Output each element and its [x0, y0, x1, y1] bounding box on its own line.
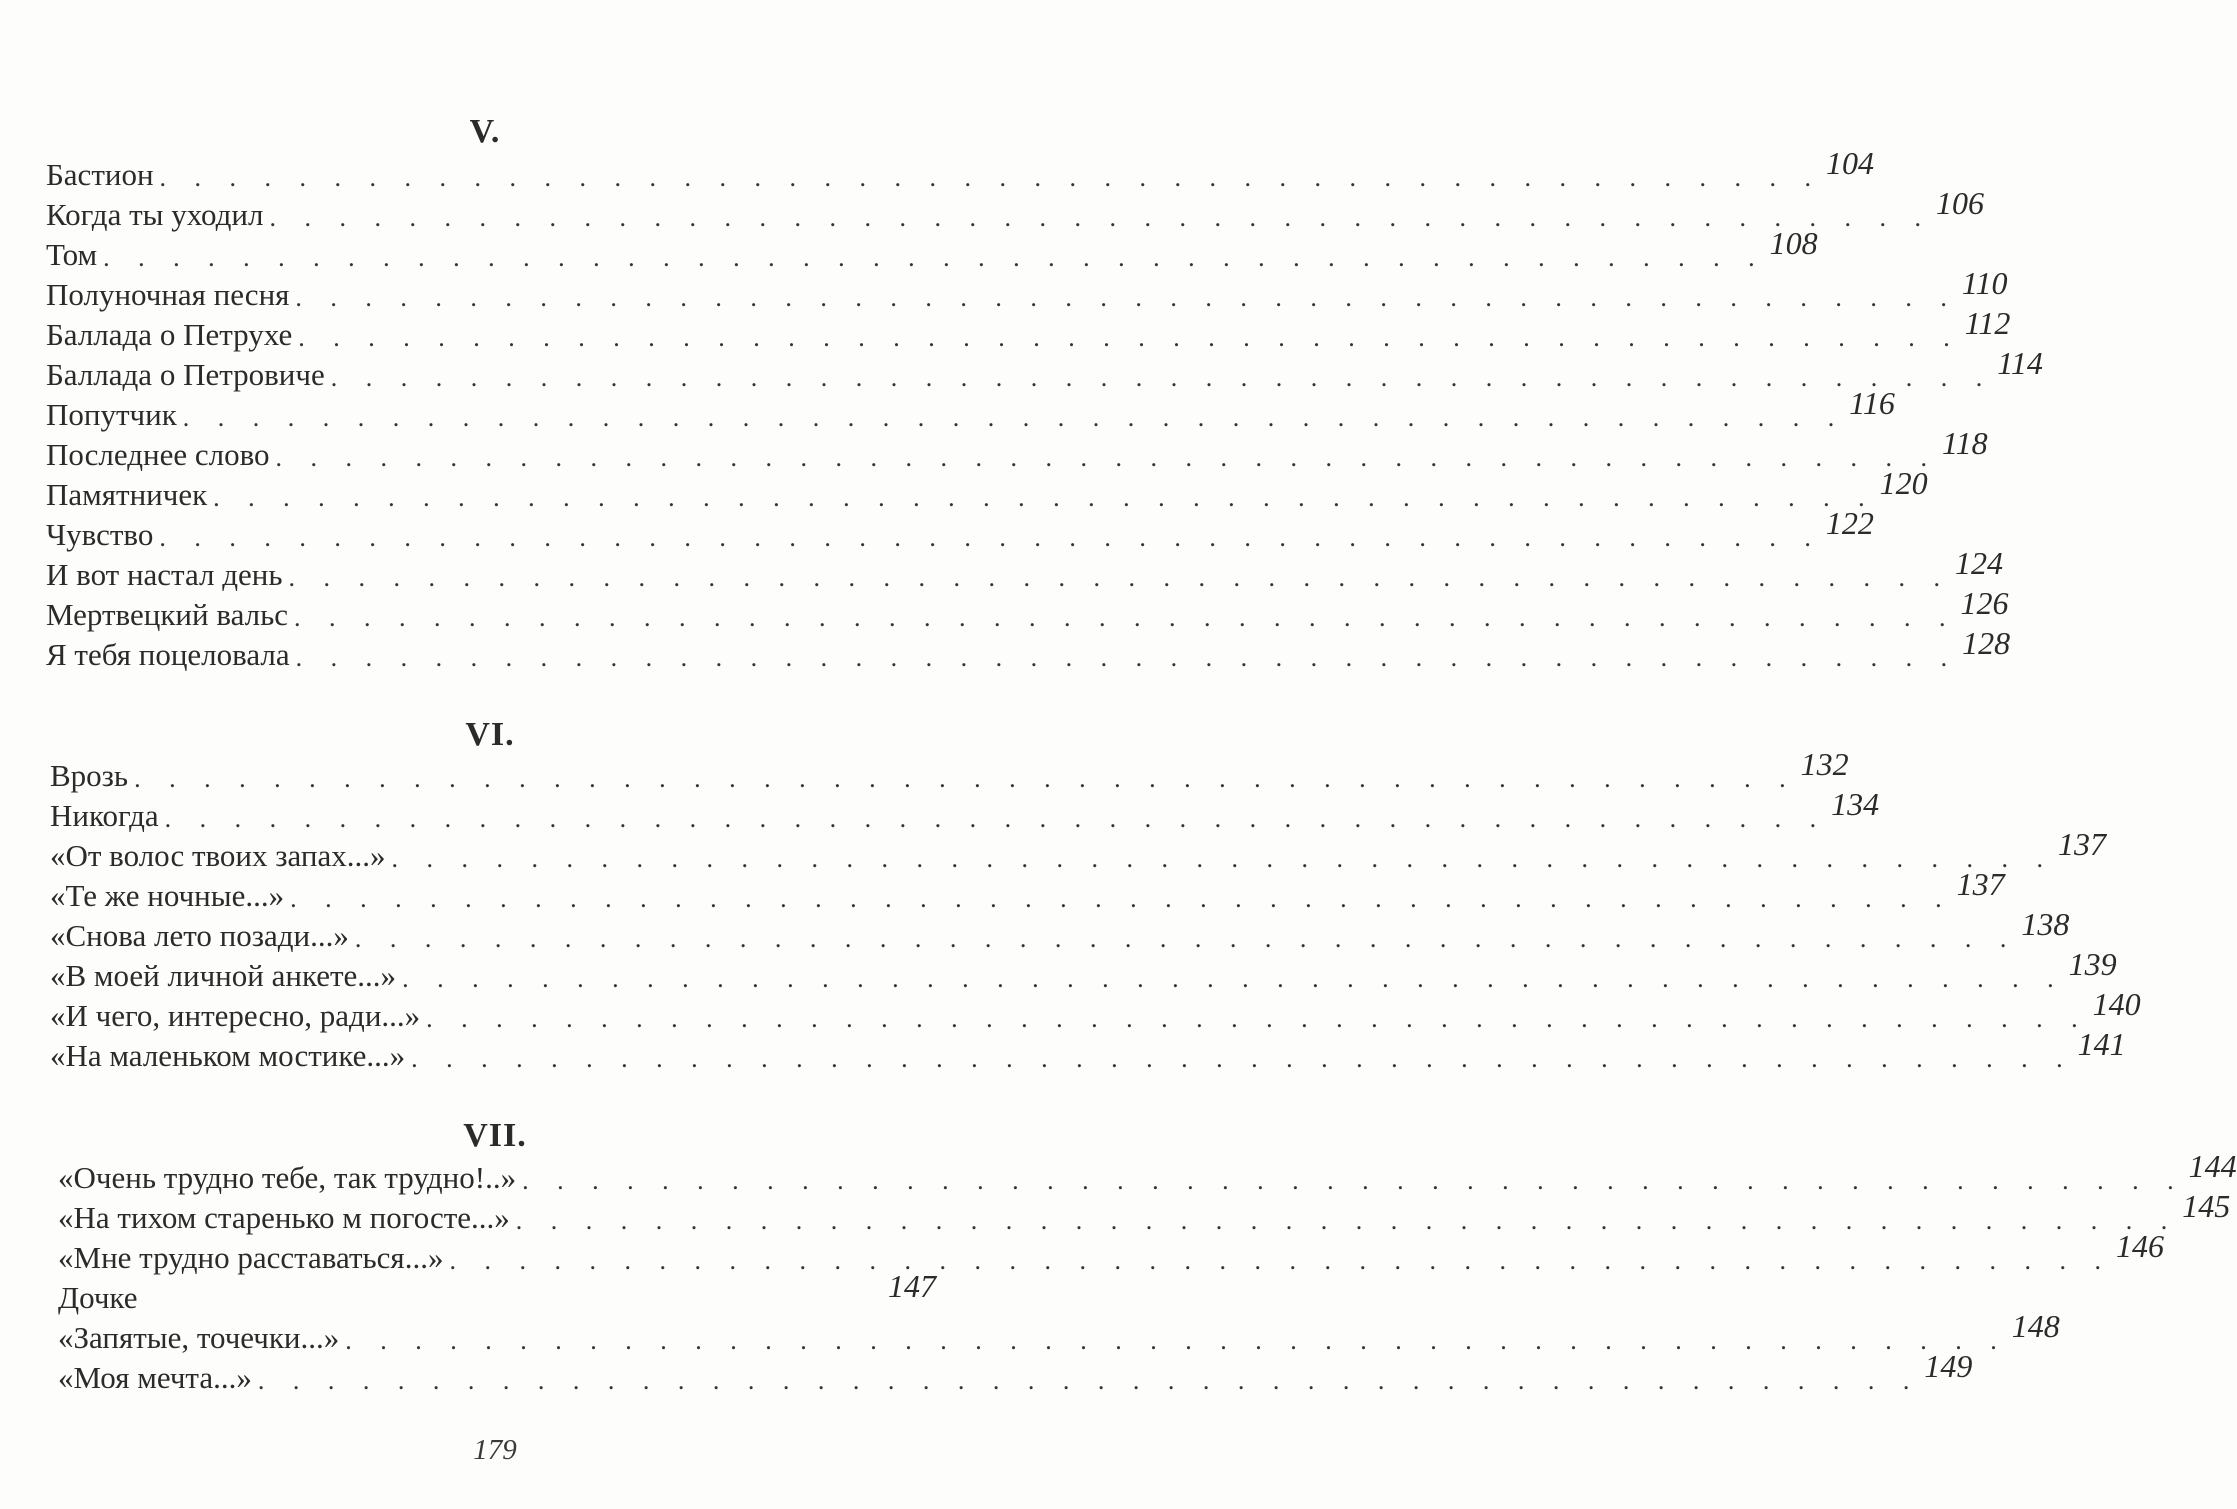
- entry-page-number: 138: [2021, 906, 2070, 942]
- dot-leader: . . . . . . . . . . . . . . . . . . . . . . . . . . . . . . . . . . . . . . . . . . . . . . . .: [295, 643, 1959, 672]
- toc-entry[interactable]: [50, 746, 1849, 796]
- toc-entry[interactable]: [58, 1188, 2231, 1238]
- entry-page-number: 137: [1956, 866, 2005, 902]
- toc-entry[interactable]: [46, 505, 1874, 555]
- entry-title: Я тебя поцеловала: [46, 637, 290, 672]
- dot-leader: . . . . . . . . . . . . . . . . . . . . . . . . . . . . . . . . . . . . . . . . . . . . . . . .: [159, 523, 1822, 552]
- toc-entry[interactable]: [50, 866, 2005, 916]
- dot-leader: . . . . . . . . . . . . . . . . . . . . . . . . . . . . . . . . . . . . . . . . . . . . . . . .: [345, 1326, 2008, 1355]
- entry-page-number: 141: [2077, 1026, 2126, 1062]
- entry-title: «Мне трудно расставаться...»: [58, 1240, 444, 1275]
- entry-title: «В моей личной анкете...»: [50, 958, 397, 993]
- entry-page-number: 108: [1769, 225, 1818, 261]
- toc-entry[interactable]: [50, 786, 1880, 836]
- entry-title: «Те же ночные...»: [50, 878, 285, 913]
- entry-page-number: 112: [1964, 305, 2011, 341]
- entry-page-number: 124: [1955, 545, 2003, 581]
- toc-entry[interactable]: [58, 1228, 2164, 1278]
- dot-leader: . . . . . . . . . . . . . . . . . . . . . . . . . . . . . . . . . . . . . . . . . . . . . . . .: [103, 243, 1766, 272]
- dot-leader: . . . . . . . . . . . . . . . . . . . . . . . . . . . . . . . . . . . . . . . . . . . . . . . .: [182, 403, 1846, 432]
- dot-leader: . . . . . . . . . . . . . . . . . . . . . . . . . . . . . . . . . . . . . . . . . . . . . . . .: [330, 363, 1994, 392]
- dot-leader: . . . . . . . . . . . . . . . . . . . . . . . . . . . . . . . . . . . . . . . . . . . . . . . .: [295, 283, 1958, 312]
- dot-leader: . . . . . . . . . . . . . . . . . . . . . . . . . . . . . . . . . . . . . . . . . . . . . . . .: [269, 203, 1932, 232]
- toc-entry[interactable]: [50, 826, 2106, 876]
- dot-leader: . . . . . . . . . . . . . . . . . . . . . . . . . . . . . . . . . . . . . . . . . . . . . . . .: [411, 1044, 2074, 1073]
- entry-title: «На тихом старенько м погосте...»: [58, 1200, 510, 1235]
- toc-entry[interactable]: [50, 946, 2117, 996]
- toc-entry[interactable]: [46, 545, 2003, 595]
- entry-page-number: 149: [1924, 1348, 1973, 1384]
- entry-page-number: 140: [2092, 986, 2141, 1022]
- dot-leader: . . . . . . . . . . . . . . . . . . . . . . . . . . . . . . . . . . . . . . . . . . . . . . . .: [159, 163, 1823, 192]
- toc-entry[interactable]: [58, 1348, 1973, 1398]
- section-heading: VI.: [465, 716, 515, 753]
- entry-page-number: 148: [2011, 1308, 2060, 1344]
- entry-page-number: 146: [2115, 1228, 2164, 1264]
- entry-title: Врозь: [50, 758, 129, 793]
- toc-entry[interactable]: [46, 625, 2011, 675]
- entry-page-number: 118: [1942, 425, 1988, 461]
- toc-entry[interactable]: [58, 1268, 936, 1318]
- entry-title: «Очень трудно тебе, так трудно!..»: [58, 1160, 517, 1195]
- entry-title: Баллада о Петрухе: [46, 317, 293, 352]
- entry-title: Баллада о Петровиче: [46, 357, 325, 392]
- entry-title: «Моя мечта...»: [58, 1360, 252, 1395]
- toc-entry[interactable]: [46, 145, 1875, 195]
- entry-page-number: 137: [2057, 826, 2106, 862]
- toc-entry[interactable]: [46, 265, 2008, 315]
- entry-title: Полуночная песня: [46, 277, 290, 312]
- toc-entry[interactable]: [46, 345, 2043, 395]
- dot-leader: . . . . . . . . . . . . . . . . . . . . . . . . . . . . . . . . . . . . . . . . . . . . . . . .: [426, 1004, 2089, 1033]
- toc-entry[interactable]: [46, 585, 2009, 635]
- entry-page-number: 139: [2068, 946, 2117, 982]
- section-heading: V.: [469, 113, 501, 150]
- toc-entry[interactable]: [58, 1148, 2237, 1198]
- entry-title: Никогда: [50, 798, 159, 833]
- entry-title: Памятничек: [46, 477, 208, 512]
- toc-entry[interactable]: [58, 1308, 2060, 1358]
- entry-title: Последнее слово: [46, 437, 270, 472]
- entry-page-number: 134: [1831, 786, 1880, 822]
- entry-page-number: 147: [888, 1268, 936, 1304]
- entry-title: Мертвецкий вальс: [46, 597, 288, 632]
- dot-leader: . . . . . . . . . . . . . . . . . . . . . . . . . . . . . . . . . . . . . . . . . . . . . . . .: [134, 764, 1797, 793]
- toc-entry[interactable]: [50, 906, 2070, 956]
- entry-title: Том: [46, 237, 98, 272]
- entry-page-number: 110: [1961, 265, 2008, 301]
- dot-leader: . . . . . . . . . . . . . . . . . . . . . . . . . . . . . . . . . . . . . . . . . . . . . . . .: [298, 323, 1961, 352]
- entry-title: Дочке: [58, 1280, 138, 1315]
- entry-page-number: 114: [1997, 345, 2043, 381]
- dot-leader: . . . . . . . . . . . . . . . . . . . . . . . . . . . . . . . . . . . . . . . . . . . . . . . .: [290, 884, 1953, 913]
- entry-page-number: 144: [2188, 1148, 2237, 1184]
- entry-page-number: 145: [2182, 1188, 2231, 1224]
- dot-leader: . . . . . . . . . . . . . . . . . . . . . . . . . . . . . . . . . . . . . . . . . . . . . . . .: [354, 924, 2018, 953]
- entry-title: Попутчик: [46, 397, 177, 432]
- entry-page-number: 122: [1825, 505, 1874, 541]
- toc-entry[interactable]: [46, 305, 2011, 355]
- dot-leader: . . . . . . . . . . . . . . . . . . . . . . . . . . . . . . . . . . . . . . . . . . . . . . . .: [164, 804, 1828, 833]
- entry-page-number: 120: [1879, 465, 1928, 501]
- entry-title: «Снова лето позади...»: [50, 918, 349, 953]
- entry-title: И вот настал день: [46, 557, 283, 592]
- entry-title: «И чего, интересно, ради...»: [50, 998, 421, 1033]
- dot-leader: . . . . . . . . . . . . . . . . . . . . . . . . . . . . . . . . . . . . . . . . . . . . . . . .: [391, 844, 2054, 873]
- toc-entry[interactable]: [50, 986, 2141, 1036]
- entry-page-number: 104: [1826, 145, 1875, 181]
- section-heading: VII.: [463, 1117, 527, 1154]
- dot-leader: . . . . . . . . . . . . . . . . . . . . . . . . . . . . . . . . . . . . . . . . . . . . . . . .: [288, 563, 1951, 592]
- dot-leader: . . . . . . . . . . . . . . . . . . . . . . . . . . . . . . . . . . . . . . . . . . . . . . . .: [257, 1366, 1921, 1395]
- dot-leader: . . . . . . . . . . . . . . . . . . . . . . . . . . . . . . . . . . . . . . . . . . . . . . . .: [522, 1166, 2185, 1195]
- dot-leader: . . . . . . . . . . . . . . . . . . . . . . . . . . . . . . . . . . . . . . . . . . . . . . . .: [293, 603, 1957, 632]
- entry-title: «Запятые, точечки...»: [58, 1320, 340, 1355]
- entry-page-number: 126: [1960, 585, 2009, 621]
- entry-title: «От волос твоих запах...»: [50, 838, 386, 873]
- page-number: 179: [473, 1434, 517, 1466]
- entry-title: «На маленьком мостике...»: [50, 1038, 406, 1073]
- entry-page-number: 132: [1800, 746, 1849, 782]
- dot-leader: . . . . . . . . . . . . . . . . . . . . . . . . . . . . . . . . . . . . . . . . . . . . . . . .: [515, 1206, 2179, 1235]
- entry-page-number: 128: [1962, 625, 2011, 661]
- entry-title: Когда ты уходил: [46, 197, 264, 232]
- entry-title: Бастион: [46, 157, 154, 192]
- entry-page-number: 116: [1849, 385, 1895, 421]
- entry-title: Чувство: [46, 517, 154, 552]
- toc-entry[interactable]: [46, 385, 1895, 435]
- toc-entry[interactable]: [46, 465, 1928, 515]
- dot-leader: . . . . . . . . . . . . . . . . . . . . . . . . . . . . . . . . . . . . . . . . . . . . . . . .: [402, 964, 2065, 993]
- dot-leader: . . . . . . . . . . . . . . . . . . . . . . . . . . . . . . . . . . . . . . . . . . . . . . . .: [449, 1246, 2112, 1275]
- toc-entry[interactable]: [46, 185, 1984, 235]
- toc-entry[interactable]: [46, 425, 1988, 475]
- dot-leader: . . . . . . . . . . . . . . . . . . . . . . . . . . . . . . . . . . . . . . . . . . . . . . . .: [275, 443, 1939, 472]
- toc-entry[interactable]: [50, 1026, 2126, 1076]
- dot-leader: . . . . . . . . . . . . . . . . . . . . . . . . . . . . . . . . . . . . . . . . . . . . . . . .: [213, 483, 1876, 512]
- toc-entry[interactable]: [46, 225, 1818, 275]
- entry-page-number: 106: [1935, 185, 1984, 221]
